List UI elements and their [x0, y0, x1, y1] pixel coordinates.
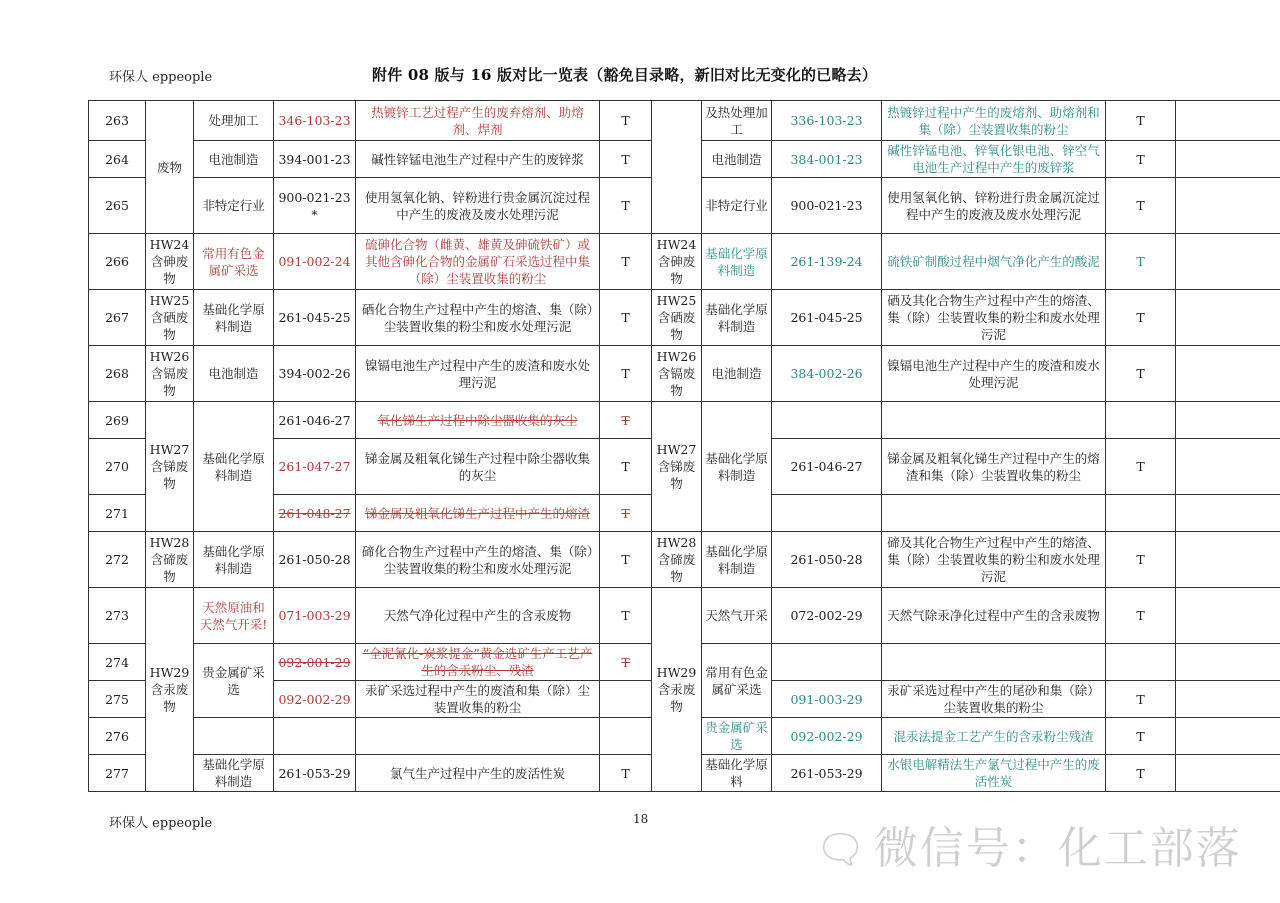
new-description: 镍镉电池生产过程中产生的废渣和废水处理污泥 — [882, 346, 1106, 402]
row-number: 266 — [89, 234, 146, 290]
old-hazard: T — [600, 755, 652, 792]
remarks-cell — [1176, 532, 1280, 588]
remarks-cell — [1176, 346, 1280, 402]
old-code: 900-021-23* — [274, 178, 356, 234]
new-hazard: T — [1106, 681, 1176, 718]
old-category: HW28含碲废物 — [146, 532, 194, 588]
old-description: 硫砷化合物（雌黄、雄黄及砷硫铁矿）或其他含砷化合物的金属矿石采选过程中集（除）尘装置收集的粉尘 — [356, 234, 600, 290]
new-hazard: T — [1106, 588, 1176, 644]
new-code: 336-103-23 — [772, 101, 882, 141]
new-description — [882, 644, 1106, 681]
old-category: 废物 — [146, 101, 194, 234]
old-industry: 常用有色金属矿采选 — [194, 234, 274, 290]
row-number: 263 — [89, 101, 146, 141]
old-description: 镍镉电池生产过程中产生的废渣和废水处理污泥 — [356, 346, 600, 402]
old-hazard: T — [600, 290, 652, 346]
old-category: HW29含汞废物 — [146, 588, 194, 792]
old-hazard: T — [600, 101, 652, 141]
remarks-cell — [1176, 101, 1280, 141]
remarks-cell — [1176, 290, 1280, 346]
old-industry: 天然原油和天然气开采! — [194, 588, 274, 644]
table-row — [89, 101, 1280, 141]
old-code: 261-048-27 — [274, 495, 356, 532]
old-category: HW26含镉废物 — [146, 346, 194, 402]
new-industry: 基础化学原料制造 — [702, 234, 772, 290]
old-description: 锑金属及粗氧化锑生产过程中除尘器收集的灰尘 — [356, 439, 600, 495]
old-industry: 非特定行业 — [194, 178, 274, 234]
row-number: 269 — [89, 402, 146, 439]
old-description: 热镀锌工艺过程产生的废弃熔剂、助熔剂、焊剂 — [356, 101, 600, 141]
row-number: 270 — [89, 439, 146, 495]
old-industry: 基础化学原料制造 — [194, 290, 274, 346]
old-hazard — [600, 681, 652, 718]
old-description: 碱性锌锰电池生产过程中产生的废锌浆 — [356, 141, 600, 178]
old-code: 071-003-29 — [274, 588, 356, 644]
new-category — [652, 101, 702, 234]
new-hazard: T — [1106, 290, 1176, 346]
old-description: 使用氢氧化钠、锌粉进行贵金属沉淀过程中产生的废液及废水处理污泥 — [356, 178, 600, 234]
new-industry: 天然气开采 — [702, 588, 772, 644]
new-category: HW26含镉废物 — [652, 346, 702, 402]
header-left: 环保人 eppeople — [109, 70, 213, 85]
page-number: 18 — [633, 812, 649, 826]
new-industry: 基础化学原料制造 — [702, 532, 772, 588]
new-hazard: T — [1106, 178, 1176, 234]
old-description: 氧化锑生产过程中除尘器收集的灰尘 — [356, 402, 600, 439]
table-row — [89, 588, 1280, 644]
table-row — [89, 290, 1280, 346]
remarks-cell — [1176, 718, 1280, 755]
table-row — [89, 532, 1280, 588]
old-code: 261-047-27 — [274, 439, 356, 495]
new-code: 900-021-23 — [772, 178, 882, 234]
old-industry: 基础化学原料制造 — [194, 402, 274, 532]
old-code: 346-103-23 — [274, 101, 356, 141]
old-description — [356, 718, 600, 755]
new-industry: 贵金属矿采选 — [702, 718, 772, 755]
new-category: HW24含砷废物 — [652, 234, 702, 290]
new-hazard: T — [1106, 101, 1176, 141]
row-number: 272 — [89, 532, 146, 588]
row-number: 267 — [89, 290, 146, 346]
remarks-cell — [1176, 588, 1280, 644]
old-code — [274, 718, 356, 755]
new-code: 092-002-29 — [772, 718, 882, 755]
new-category: HW29含汞废物 — [652, 588, 702, 792]
new-code: 261-053-29 — [772, 755, 882, 792]
old-industry: 电池制造 — [194, 346, 274, 402]
new-description: 混汞法提金工艺产生的含汞粉尘残渣 — [882, 718, 1106, 755]
row-number: 268 — [89, 346, 146, 402]
old-description: “全泥氰化-炭浆提金”黄金选矿生产工艺产生的含汞粉尘、残渣 — [356, 644, 600, 681]
old-hazard: T — [600, 495, 652, 532]
old-hazard: T — [600, 644, 652, 681]
new-category: HW27含锑废物 — [652, 402, 702, 532]
row-number: 276 — [89, 718, 146, 755]
new-description: 硒及其化合物生产过程中产生的熔渣、集（除）尘装置收集的粉尘和废水处理污泥 — [882, 290, 1106, 346]
new-industry: 基础化学原料制造 — [702, 290, 772, 346]
new-industry: 电池制造 — [702, 141, 772, 178]
new-code: 261-046-27 — [772, 439, 882, 495]
old-description: 碲化合物生产过程中产生的熔渣、集（除）尘装置收集的粉尘和废水处理污泥 — [356, 532, 600, 588]
old-hazard: T — [600, 234, 652, 290]
remarks-cell — [1176, 644, 1280, 681]
new-code: 261-139-24 — [772, 234, 882, 290]
row-number: 265 — [89, 178, 146, 234]
new-hazard: T — [1106, 439, 1176, 495]
watermark-text: 微信号：化工部落 — [873, 823, 1242, 874]
row-number: 271 — [89, 495, 146, 532]
table-row — [89, 234, 1280, 290]
table-row — [89, 346, 1280, 402]
new-description: 天然气除汞净化过程中产生的含汞废物 — [882, 588, 1106, 644]
remarks-cell — [1176, 234, 1280, 290]
row-number: 273 — [89, 588, 146, 644]
new-hazard: T — [1106, 718, 1176, 755]
old-category: HW27含锑废物 — [146, 402, 194, 532]
old-industry: 电池制造 — [194, 141, 274, 178]
old-code: 261-053-29 — [274, 755, 356, 792]
new-industry: 电池制造 — [702, 346, 772, 402]
old-code: 394-001-23 — [274, 141, 356, 178]
old-hazard: T — [600, 178, 652, 234]
new-industry: 基础化学原料 — [702, 755, 772, 792]
old-industry: 基础化学原料制造 — [194, 532, 274, 588]
new-description: 水银电解精法生产氯气过程中产生的废活性炭 — [882, 755, 1106, 792]
new-code: 261-050-28 — [772, 532, 882, 588]
wechat-icon: 🗨 — [815, 827, 868, 873]
page-title: 附件 08 版与 16 版对比一览表（豁免目录略，新旧对比无变化的已略去） — [372, 66, 878, 84]
old-description: 天然气净化过程中产生的含汞废物 — [356, 588, 600, 644]
comparison-table — [88, 100, 1280, 792]
old-code: 091-002-24 — [274, 234, 356, 290]
new-hazard: T — [1106, 234, 1176, 290]
watermark — [815, 812, 1242, 876]
old-code: 261-046-27 — [274, 402, 356, 439]
new-industry: 非特定行业 — [702, 178, 772, 234]
row-number: 275 — [89, 681, 146, 718]
old-industry — [194, 718, 274, 755]
old-category: HW24含砷废物 — [146, 234, 194, 290]
new-hazard: T — [1106, 532, 1176, 588]
new-description: 碱性锌锰电池、锌氧化银电池、锌空气电池生产过程中产生的废锌浆 — [882, 141, 1106, 178]
remarks-cell — [1176, 439, 1280, 495]
row-number: 274 — [89, 644, 146, 681]
new-hazard — [1106, 495, 1176, 532]
new-description — [882, 495, 1106, 532]
new-description: 锑金属及粗氧化锑生产过程中产生的熔渣和集（除）尘装置收集的粉尘 — [882, 439, 1106, 495]
new-code — [772, 495, 882, 532]
footer-left: 环保人 eppeople — [109, 816, 213, 831]
new-hazard — [1106, 402, 1176, 439]
remarks-cell — [1176, 178, 1280, 234]
old-code: 092-001-29 — [274, 644, 356, 681]
remarks-cell — [1176, 755, 1280, 792]
old-code: 394-002-26 — [274, 346, 356, 402]
old-hazard: T — [600, 588, 652, 644]
new-industry: 及热处理加工 — [702, 101, 772, 141]
old-hazard: T — [600, 141, 652, 178]
new-code: 384-001-23 — [772, 141, 882, 178]
old-description: 汞矿采选过程中产生的废渣和集（除）尘装置收集的粉尘 — [356, 681, 600, 718]
old-description: 氯气生产过程中产生的废活性炭 — [356, 755, 600, 792]
old-hazard — [600, 718, 652, 755]
old-industry: 贵金属矿采选 — [194, 644, 274, 718]
remarks-cell — [1176, 495, 1280, 532]
new-hazard: T — [1106, 141, 1176, 178]
new-code: 091-003-29 — [772, 681, 882, 718]
new-hazard: T — [1106, 346, 1176, 402]
new-description: 硫铁矿制酸过程中烟气净化产生的酸泥 — [882, 234, 1106, 290]
table-row — [89, 402, 1280, 439]
new-category: HW25含硒废物 — [652, 290, 702, 346]
remarks-cell — [1176, 681, 1280, 718]
new-industry: 常用有色金属矿采选 — [702, 644, 772, 718]
row-number: 277 — [89, 755, 146, 792]
new-hazard — [1106, 644, 1176, 681]
old-category: HW25含硒废物 — [146, 290, 194, 346]
row-number: 264 — [89, 141, 146, 178]
old-hazard: T — [600, 439, 652, 495]
old-code: 261-050-28 — [274, 532, 356, 588]
new-description: 使用氢氧化钠、锌粉进行贵金属沉淀过程中产生的废液及废水处理污泥 — [882, 178, 1106, 234]
new-industry: 基础化学原料制造 — [702, 402, 772, 532]
new-code: 261-045-25 — [772, 290, 882, 346]
old-hazard: T — [600, 402, 652, 439]
new-description — [882, 402, 1106, 439]
new-description: 汞矿采选过程中产生的尾砂和集（除）尘装置收集的粉尘 — [882, 681, 1106, 718]
old-industry: 处理加工 — [194, 101, 274, 141]
remarks-cell — [1176, 402, 1280, 439]
new-category: HW28含碲废物 — [652, 532, 702, 588]
new-code — [772, 644, 882, 681]
new-code: 384-002-26 — [772, 346, 882, 402]
new-hazard: T — [1106, 755, 1176, 792]
old-description: 硒化合物生产过程中产生的熔渣、集（除）尘装置收集的粉尘和废水处理污泥 — [356, 290, 600, 346]
old-hazard: T — [600, 346, 652, 402]
new-code: 072-002-29 — [772, 588, 882, 644]
new-description: 碲及其化合物生产过程中产生的熔渣、集（除）尘装置收集的粉尘和废水处理污泥 — [882, 532, 1106, 588]
old-code: 261-045-25 — [274, 290, 356, 346]
new-description: 热镀锌过程中产生的废熔剂、助熔剂和集（除）尘装置收集的粉尘 — [882, 101, 1106, 141]
old-description: 锑金属及粗氧化锑生产过程中产生的熔渣 — [356, 495, 600, 532]
remarks-cell — [1176, 141, 1280, 178]
old-code: 092-002-29 — [274, 681, 356, 718]
new-code — [772, 402, 882, 439]
old-hazard: T — [600, 532, 652, 588]
old-industry: 基础化学原料制造 — [194, 755, 274, 792]
